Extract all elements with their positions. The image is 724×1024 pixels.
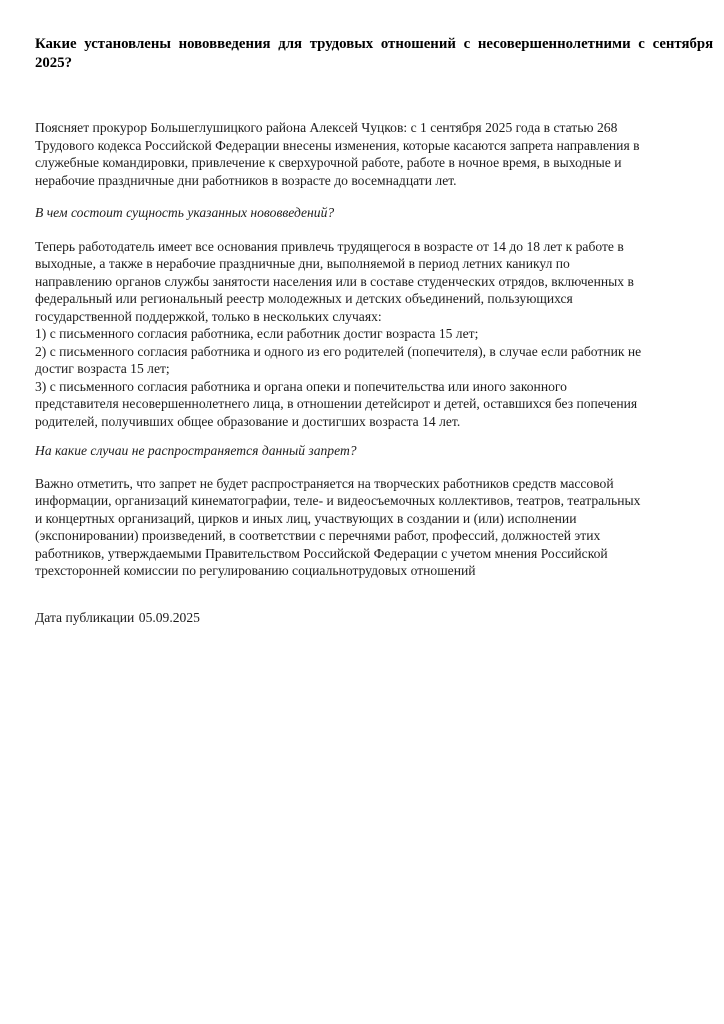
- text-line: представителя несовершеннолетнего лица, в отношении детейсирот и детей, оставшихся без попечения: [35, 396, 638, 411]
- publication-date: [35, 609, 690, 627]
- exceptions-paragraph: [35, 475, 690, 580]
- publication-date-value: 05.09.2025: [138, 609, 200, 625]
- text-line: Теперь работодатель имеет все основания привлечь трудящегося в возрасте от 14 до 18 лет к работе в: [35, 238, 624, 254]
- question-heading-2: На какие случаи не распространяется данный запрет?: [35, 443, 357, 458]
- text-line: служебные командировки, привлечение к сверхурочной работе, работе в ночное время, в выходные и: [35, 155, 622, 170]
- text-line: 3) с письменного согласия работника и органа опеки и попечительства или иного законного: [35, 378, 567, 394]
- text-line: 2) с письменного согласия работника и одного из его родителей (попечителя), в случае если работник не: [35, 343, 642, 359]
- publication-date-label: Дата публикации: [35, 609, 135, 625]
- case-item-1: [35, 325, 690, 343]
- title-line-1: Какие установлены нововведения для трудовых отношений с несовершеннолетними с сентября: [35, 36, 714, 52]
- text-line: нерабочие праздничные дни работников в возрасте до восемнадцати лет.: [35, 172, 457, 188]
- text-line: и концертных организаций, цирков и иных лиц, участвующих в создании и (или) исполнении: [35, 510, 577, 526]
- text-line: достиг возраста 15 лет;: [35, 361, 170, 376]
- text-line: направлению органов службы занятости населения или в составе студенческих отрядов, включенных в: [35, 273, 634, 289]
- text-line: выходные, а также в нерабочие праздничные дни, выполняемой в период летних каникул по: [35, 256, 570, 271]
- text-line: 1) с письменного согласия работника, если работник достиг возраста 15 лет;: [35, 326, 479, 341]
- case-item-3: [35, 378, 690, 431]
- document-title: [35, 35, 714, 72]
- text-line: трехсторонней комиссии по регулированию социальнотрудовых отношений: [35, 563, 476, 578]
- text-line: государственной поддержкой, только в нескольких случаях:: [35, 308, 382, 324]
- text-line: Трудового кодекса Российской Федерации внесены изменения, которые касаются запрета направления в: [35, 137, 640, 153]
- intro-paragraph: [35, 119, 690, 189]
- title-line-2: 2025?: [35, 54, 72, 71]
- essence-paragraph: [35, 238, 690, 326]
- question-heading-1: В чем состоит сущность указанных нововведений?: [35, 205, 335, 220]
- text-line: информации, организаций кинематографии, теле- и видеосъемочных коллективов, театров, театральных: [35, 493, 641, 508]
- text-line: работников, утверждаемыми Правительством Российской Федерации с учетом мнения Российской: [35, 545, 608, 561]
- text-line: федеральный или региональный реестр молодежных и детских объединений, пользующихся: [35, 291, 573, 306]
- text-line: (экспонировании) произведений, в соответствии с перечнями работ, профессий, должностей этих: [35, 528, 601, 543]
- text-line: Важно отметить, что запрет не будет распространяется на творческих работников средств массовой: [35, 475, 614, 491]
- text-line: родителей, получивших общее образование и достигших возраста 14 лет.: [35, 413, 461, 429]
- case-item-2: [35, 343, 690, 378]
- text-line: Поясняет прокурор Большеглушицкого района Алексей Чуцков: с 1 сентября 2025 года в статью 268: [35, 120, 618, 135]
